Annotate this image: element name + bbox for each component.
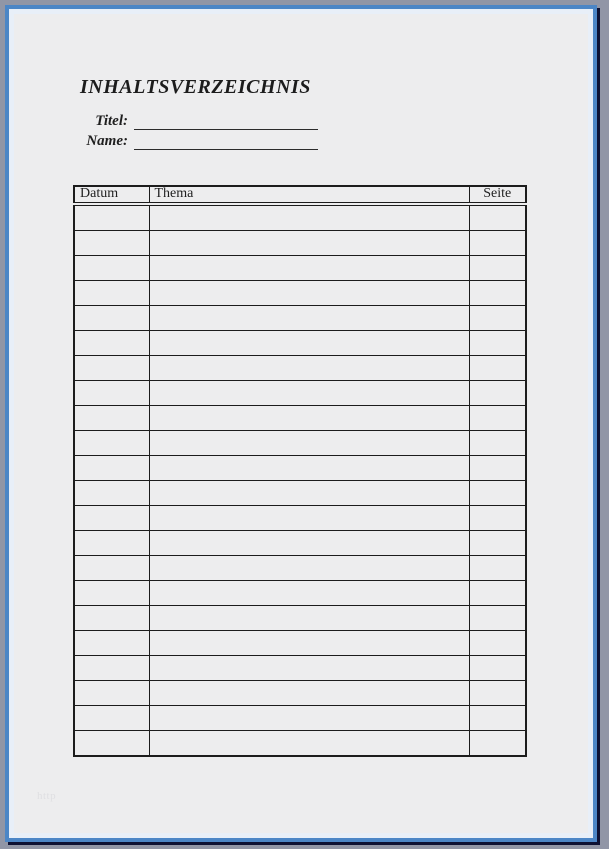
cell-datum[interactable]	[74, 231, 149, 256]
table-row	[74, 456, 526, 481]
table-row	[74, 204, 526, 231]
cell-seite[interactable]	[469, 556, 526, 581]
cell-datum[interactable]	[74, 381, 149, 406]
cell-datum[interactable]	[74, 506, 149, 531]
cell-seite[interactable]	[469, 406, 526, 431]
cell-seite[interactable]	[469, 631, 526, 656]
table-row	[74, 556, 526, 581]
column-header-thema: Thema	[149, 186, 469, 204]
cell-thema[interactable]	[149, 706, 469, 731]
cell-seite[interactable]	[469, 431, 526, 456]
cell-thema[interactable]	[149, 681, 469, 706]
table-row	[74, 231, 526, 256]
name-label: Name:	[86, 133, 128, 149]
cell-datum[interactable]	[74, 731, 149, 757]
cell-seite[interactable]	[469, 731, 526, 757]
cell-thema[interactable]	[149, 381, 469, 406]
cell-thema[interactable]	[149, 281, 469, 306]
cell-thema[interactable]	[149, 356, 469, 381]
cell-thema[interactable]	[149, 256, 469, 281]
cell-seite[interactable]	[469, 256, 526, 281]
cell-datum[interactable]	[74, 706, 149, 731]
cell-thema[interactable]	[149, 456, 469, 481]
table-row	[74, 631, 526, 656]
page-frame	[5, 5, 597, 842]
table-row	[74, 431, 526, 456]
watermark-text: http	[37, 790, 57, 802]
cell-thema[interactable]	[149, 506, 469, 531]
titel-input-line[interactable]	[134, 112, 318, 130]
cell-datum[interactable]	[74, 306, 149, 331]
table-row	[74, 606, 526, 631]
cell-thema[interactable]	[149, 481, 469, 506]
table-row	[74, 356, 526, 381]
table-row	[74, 681, 526, 706]
cell-thema[interactable]	[149, 406, 469, 431]
cell-seite[interactable]	[469, 581, 526, 606]
cell-seite[interactable]	[469, 356, 526, 381]
table-row	[74, 381, 526, 406]
cell-datum[interactable]	[74, 681, 149, 706]
table-row	[74, 256, 526, 281]
cell-seite[interactable]	[469, 656, 526, 681]
cell-datum[interactable]	[74, 331, 149, 356]
cell-thema[interactable]	[149, 606, 469, 631]
cell-datum[interactable]	[74, 256, 149, 281]
table-row	[74, 306, 526, 331]
contents-table	[73, 185, 527, 757]
cell-datum[interactable]	[74, 606, 149, 631]
table-row	[74, 731, 526, 757]
cell-seite[interactable]	[469, 306, 526, 331]
name-input-line[interactable]	[134, 132, 318, 150]
page-title: INHALTSVERZEICHNIS	[80, 76, 311, 98]
cell-seite[interactable]	[469, 231, 526, 256]
cell-datum[interactable]	[74, 356, 149, 381]
cell-datum[interactable]	[74, 281, 149, 306]
table-row	[74, 481, 526, 506]
cell-datum[interactable]	[74, 556, 149, 581]
cell-seite[interactable]	[469, 281, 526, 306]
column-header-seite: Seite	[469, 186, 526, 204]
cell-datum[interactable]	[74, 481, 149, 506]
cell-seite[interactable]	[469, 531, 526, 556]
column-header-datum: Datum	[74, 186, 149, 204]
cell-seite[interactable]	[469, 606, 526, 631]
cell-thema[interactable]	[149, 631, 469, 656]
cell-thema[interactable]	[149, 306, 469, 331]
cell-datum[interactable]	[74, 531, 149, 556]
table-row	[74, 281, 526, 306]
table-row	[74, 406, 526, 431]
cell-seite[interactable]	[469, 204, 526, 231]
cell-seite[interactable]	[469, 331, 526, 356]
cell-seite[interactable]	[469, 481, 526, 506]
name-field-row	[54, 131, 318, 150]
cell-seite[interactable]	[469, 506, 526, 531]
cell-datum[interactable]	[74, 581, 149, 606]
cell-datum[interactable]	[74, 631, 149, 656]
cell-thema[interactable]	[149, 431, 469, 456]
table-row	[74, 656, 526, 681]
titel-label: Titel:	[95, 113, 128, 129]
cell-datum[interactable]	[74, 656, 149, 681]
cell-datum[interactable]	[74, 406, 149, 431]
cell-datum[interactable]	[74, 204, 149, 231]
table-row	[74, 506, 526, 531]
table-header-row	[74, 186, 526, 204]
cell-seite[interactable]	[469, 706, 526, 731]
table-row	[74, 706, 526, 731]
cell-seite[interactable]	[469, 681, 526, 706]
cell-thema[interactable]	[149, 531, 469, 556]
cell-seite[interactable]	[469, 456, 526, 481]
cell-thema[interactable]	[149, 656, 469, 681]
cell-datum[interactable]	[74, 431, 149, 456]
table-row	[74, 531, 526, 556]
cell-thema[interactable]	[149, 204, 469, 231]
table-row	[74, 331, 526, 356]
cell-seite[interactable]	[469, 381, 526, 406]
cell-thema[interactable]	[149, 231, 469, 256]
cell-datum[interactable]	[74, 456, 149, 481]
table-row	[74, 581, 526, 606]
titel-field-row	[54, 111, 318, 130]
cell-thema[interactable]	[149, 556, 469, 581]
cell-thema[interactable]	[149, 581, 469, 606]
cell-thema[interactable]	[149, 331, 469, 356]
cell-thema[interactable]	[149, 731, 469, 757]
document-page	[14, 14, 588, 833]
